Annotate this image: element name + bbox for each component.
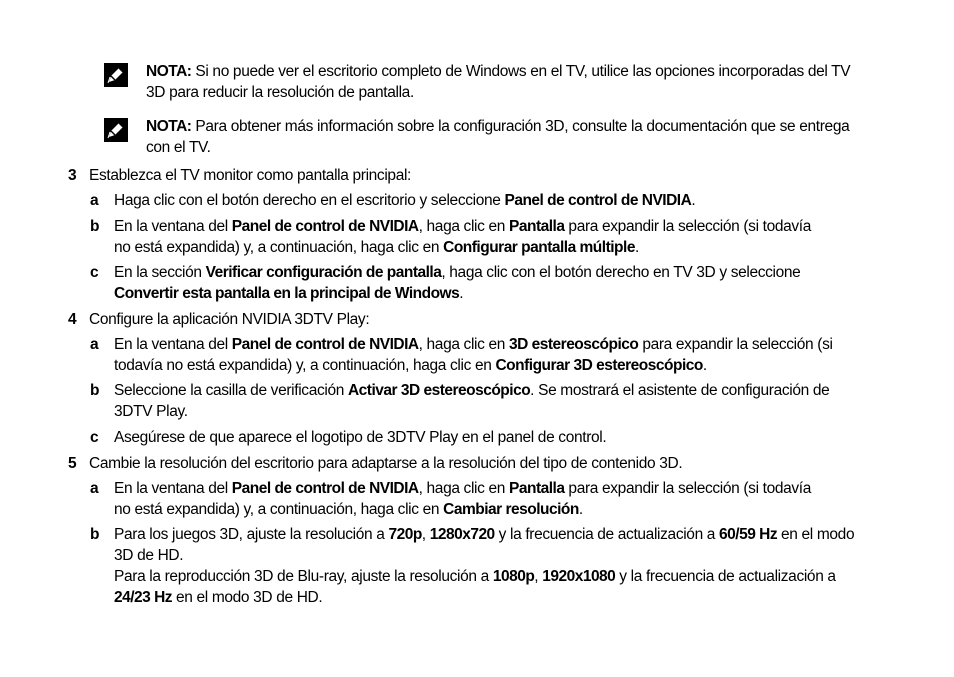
ui-term: Activar 3D estereoscópico: [347, 382, 531, 399]
ui-term: Panel de control de NVIDIA: [231, 336, 419, 353]
ui-term: Configurar pantalla múltiple: [443, 239, 635, 256]
ui-term: Panel de control de NVIDIA: [504, 192, 692, 209]
ui-term: 1920x1080: [542, 568, 616, 585]
step-4a: [90, 334, 860, 376]
substep-text: en el modo 3D de HD.: [114, 526, 855, 564]
step-3a: [90, 190, 860, 211]
step-5b: [90, 524, 860, 608]
substep-text: En la ventana del: [114, 480, 232, 497]
substep-text: , haga clic en: [418, 336, 510, 353]
step-text: Configure la aplicación NVIDIA 3DTV Play:: [89, 311, 370, 328]
substep-letter: b: [90, 526, 100, 543]
pencil-note-icon: [104, 63, 128, 87]
step-number: 5: [68, 455, 77, 472]
substep-text: para expandir la selección (si todavía no está expandida) y, a continuación, haga clic en: [114, 480, 812, 518]
ui-term: Pantalla: [509, 218, 565, 235]
substep-text: . Se mostrará el asistente de configuración de 3DTV Play.: [114, 382, 830, 420]
note-2: [104, 116, 864, 158]
substep-text: .: [702, 357, 707, 374]
ui-term: 1080p: [492, 568, 535, 585]
substep-text: En la sección: [114, 264, 206, 281]
substep-text: Para los juegos 3D, ajuste la resolución a: [114, 526, 389, 543]
substep-text: .: [691, 192, 696, 209]
ui-term: 60/59 Hz: [719, 526, 778, 543]
ui-term: Convertir esta pantalla en la principal de Windows: [114, 285, 460, 302]
substep-text: para expandir la selección (si todavía no está expandida) y, a continuación, haga clic en: [114, 218, 812, 256]
substep-text: , haga clic con el botón derecho en TV 3D y seleccione: [441, 264, 801, 281]
note-1: [104, 61, 864, 103]
step-4c: [90, 427, 860, 448]
substep-text: , haga clic en: [418, 480, 510, 497]
step-3c: [90, 262, 860, 304]
step-5a: [90, 478, 860, 520]
substep-letter: c: [90, 429, 99, 446]
ui-term: 24/23 Hz: [114, 589, 173, 606]
substep-text: .: [634, 239, 639, 256]
note-label: NOTA:: [146, 63, 192, 80]
substep-text: en el modo 3D de HD.: [172, 589, 323, 606]
note-text: Para obtener más información sobre la configuración 3D, consulte la documentación que se entrega con el TV.: [146, 118, 850, 156]
substep-letter: a: [90, 480, 99, 497]
ui-term: Verificar configuración de pantalla: [205, 264, 442, 281]
ui-term: 3D estereoscópico: [509, 336, 639, 353]
step-3b: [90, 216, 860, 258]
substep-letter: a: [90, 192, 99, 209]
step-number: 3: [68, 167, 77, 184]
ui-term: 1280x720: [429, 526, 495, 543]
substep-paragraph-2: [114, 566, 860, 608]
substep-text: Asegúrese de que aparece el logotipo de 3DTV Play en el panel de control.: [114, 429, 607, 446]
substep-text: ,: [421, 526, 430, 543]
substep-text: y la frecuencia de actualización a: [615, 568, 836, 585]
step-number: 4: [68, 311, 77, 328]
step-4b: [90, 380, 860, 422]
substep-text: Haga clic con el botón derecho en el escritorio y seleccione: [114, 192, 505, 209]
ui-term: Configurar 3D estereoscópico: [495, 357, 703, 374]
substep-letter: c: [90, 264, 99, 281]
substep-text: En la ventana del: [114, 218, 232, 235]
ui-term: 720p: [388, 526, 422, 543]
substep-text: En la ventana del: [114, 336, 232, 353]
step-4: [68, 309, 858, 330]
ui-term: Panel de control de NVIDIA: [231, 480, 419, 497]
substep-letter: a: [90, 336, 99, 353]
substep-text: y la frecuencia de actualización a: [494, 526, 720, 543]
substep-text: .: [459, 285, 464, 302]
substep-letter: b: [90, 382, 100, 399]
step-5: [68, 453, 858, 474]
substep-text: ,: [534, 568, 543, 585]
step-text: Cambie la resolución del escritorio para adaptarse a la resolución del tipo de contenido 3D.: [89, 455, 683, 472]
note-label: NOTA:: [146, 118, 192, 135]
substep-text: Seleccione la casilla de verificación: [114, 382, 348, 399]
pencil-note-icon: [104, 118, 128, 142]
ui-term: Cambiar resolución: [443, 501, 579, 518]
ui-term: Pantalla: [509, 480, 565, 497]
step-text: Establezca el TV monitor como pantalla principal:: [89, 167, 412, 184]
step-3: [68, 165, 858, 186]
substep-text: para expandir la selección (si todavía no está expandida) y, a continuación, haga clic en: [114, 336, 833, 374]
note-text: Si no puede ver el escritorio completo de Windows en el TV, utilice las opciones incorporadas del TV 3D para reducir la resolución de pantalla.: [146, 63, 851, 101]
substep-letter: b: [90, 218, 100, 235]
substep-text: Para la reproducción 3D de Blu-ray, ajuste la resolución a: [114, 568, 493, 585]
substep-text: , haga clic en: [418, 218, 510, 235]
ui-term: Panel de control de NVIDIA: [231, 218, 419, 235]
substep-text: .: [578, 501, 583, 518]
